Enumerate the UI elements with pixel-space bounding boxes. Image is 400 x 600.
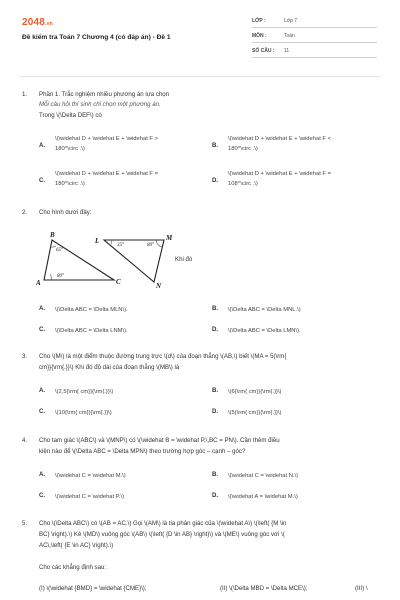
q1-option-b-text[interactable]	[228, 134, 331, 154]
q2-option-a-text[interactable]: \(\Delta ABC = \Delta MLN\).	[55, 307, 128, 313]
q3-option-d-letter[interactable]: D.	[212, 408, 219, 415]
meta-subject-row	[252, 31, 377, 43]
q3-line2: cm}}{\rm{.}}\) Khi đó độ dài của đoạn thẳng \(MB\) là	[39, 364, 180, 371]
q3-option-d-text[interactable]: \(5{\rm{ cm}}{\rm{.}}\)	[228, 410, 282, 416]
q3-option-a-text[interactable]: \(2,5{\rm{ cm}}{\rm{.}}\)	[55, 389, 114, 395]
q5-statement-3: (III) \	[355, 585, 368, 592]
site-logo[interactable]	[22, 17, 53, 28]
q2-option-b-text[interactable]: \(\Delta ABC = \Delta MNL.\)	[228, 307, 301, 313]
q4-option-a-letter[interactable]: A.	[39, 471, 46, 478]
q1-option-a-line2: 180^\circ .\)	[55, 146, 85, 152]
angle-a-label: 80°	[57, 274, 64, 279]
point-l-label: L	[95, 237, 100, 245]
q3-option-c-text[interactable]: \(10{\rm{ cm}}{\rm{.}}\)	[55, 410, 112, 416]
q1-option-d-line1: \(\widehat D + \widehat E + \widehat F =	[228, 171, 331, 177]
q4-option-c-text[interactable]: \(\widehat C = \widehat P.\)	[55, 494, 125, 500]
q4-option-d-letter[interactable]: D.	[212, 492, 219, 499]
q1-option-d-text[interactable]	[228, 169, 331, 189]
q2-figure-caption: Khi đó	[175, 256, 193, 263]
triangle-lmn	[104, 240, 164, 282]
q2-option-d-letter[interactable]: D.	[212, 326, 219, 333]
q3-option-a-letter[interactable]: A.	[39, 387, 46, 394]
angle-m-label: 80°	[147, 243, 154, 248]
meta-count-label: SỐ CÂU :	[252, 48, 275, 54]
q2-option-c-letter[interactable]: C.	[39, 326, 46, 333]
point-n-label: N	[156, 282, 162, 288]
q1-prompt: Trong \(\Delta DEF\) có	[39, 112, 102, 119]
part1-instruction: Mỗi câu hỏi thí sinh chỉ chọn một phương án.	[39, 101, 161, 108]
q1-option-d-line2: 108^\circ .\)	[228, 181, 258, 187]
q1-option-c-line1: \(\widehat D + \widehat E + \widehat F =	[55, 171, 158, 177]
point-m-label: M	[166, 234, 173, 242]
q5-statement-1: (I) \(\widehat {BMD} = \widehat {CME}\);	[39, 585, 147, 592]
q1-option-b-line2: 180^\circ .\)	[228, 146, 258, 152]
q5-line3: AC\,\left( {E \in AC} \right).\)	[39, 542, 114, 549]
q2-prompt: Cho hình dưới đây:	[39, 209, 92, 216]
logo-main: 2048	[22, 17, 46, 28]
q5-line2: BC} \right).\) Kẻ \(MD\) vuông góc \(AB\) \(\left( {D \in AB} \right)\) và \(ME\) vuông góc với \(	[39, 531, 285, 538]
q1-option-b-letter[interactable]: B.	[212, 142, 219, 149]
triangle-abc	[44, 240, 114, 280]
q1-option-c-letter[interactable]: C.	[39, 177, 46, 184]
meta-class-value: Lớp 7	[284, 18, 298, 24]
q5-statement-2: (II) \(\Delta MBD = \Delta MCE\);	[220, 585, 308, 592]
meta-class-label: LỚP :	[252, 18, 266, 24]
q1-option-a-text[interactable]	[55, 134, 158, 154]
q1-option-a-letter[interactable]: A.	[39, 142, 46, 149]
q1-option-a-line1: \(\widehat D + \widehat E + \widehat F >	[55, 136, 158, 142]
q5-number: 5.	[22, 520, 28, 527]
q2-option-b-letter[interactable]: B.	[212, 305, 219, 312]
q1-option-b-line1: \(\widehat D + \widehat E + \widehat F <	[228, 136, 331, 142]
q1-number: 1.	[22, 91, 28, 98]
point-c-label: C	[116, 278, 121, 286]
meta-count-row	[252, 46, 377, 58]
q4-line1: Cho tam giác \(ABC\) và \(MNP\) có \(\widehat B = \widehat P,\,BC = PN\). Cần thêm điều	[39, 437, 280, 444]
q2-option-a-letter[interactable]: A.	[39, 305, 46, 312]
q5-line1: Cho \(\Delta ABC\) có \(AB = AC.\) Gọi \(AM\) là tia phân giác của \(\widehat A\) \(\left( {M \in	[39, 520, 287, 527]
q3-number: 3.	[22, 353, 28, 360]
point-a-label: A	[36, 279, 41, 287]
q4-line2: kiện nào để \(\Delta ABC = \Delta MPN\) theo trường hợp góc – cạnh – góc?	[39, 448, 246, 455]
header-divider	[20, 76, 380, 77]
q3-option-b-text[interactable]: \(6{\rm{ cm}}{\rm{.}}\)	[228, 389, 282, 395]
document-title: Đề kiểm tra Toán 7 Chương 4 (có đáp án) - Đề 1	[22, 34, 171, 41]
meta-subject-value: Toán	[284, 33, 295, 39]
q3-option-b-letter[interactable]: B.	[212, 387, 219, 394]
part1-title: Phần 1. Trắc nghiệm nhiều phương án lựa chọn	[39, 91, 170, 98]
q4-option-d-text[interactable]: \(\widehat A = \widehat M.\)	[228, 494, 298, 500]
q4-number: 4.	[22, 437, 28, 444]
q3-option-c-letter[interactable]: C.	[39, 408, 46, 415]
q3-line1: Cho \(M\) là một điểm thuộc đường trung trực \(d\) của đoạn thẳng \(AB,\) biết \(MA = 5(\rm{	[39, 353, 287, 360]
angle-l-label: 35°	[117, 243, 124, 248]
meta-count-value: 11	[284, 48, 290, 54]
point-b-label: B	[50, 231, 55, 239]
q2-option-c-text[interactable]: \(\Delta ABC = \Delta LNM\).	[55, 328, 128, 334]
q4-option-b-text[interactable]: \(\widehat C = \widehat N.\)	[228, 473, 299, 479]
q1-option-d-letter[interactable]: D.	[212, 177, 219, 184]
meta-class-row	[252, 16, 377, 28]
meta-subject-label: MÔN :	[252, 33, 267, 39]
angle-b-label: 65°	[56, 248, 63, 253]
q4-option-c-letter[interactable]: C.	[39, 492, 46, 499]
q1-option-c-line2: 180^\circ .\)	[55, 181, 85, 187]
q4-option-a-text[interactable]: \(\widehat C = \widehat M.\)	[55, 473, 126, 479]
q2-number: 2.	[22, 209, 28, 216]
q4-option-b-letter[interactable]: B.	[212, 471, 219, 478]
logo-suffix: .vn	[45, 21, 53, 27]
triangles-figure	[36, 230, 186, 288]
q1-option-c-text[interactable]	[55, 169, 158, 189]
q5-given: Cho các khẳng định sau:	[39, 564, 107, 571]
q2-option-d-text[interactable]: \(\Delta ABC = \Delta LMN\).	[228, 328, 301, 334]
